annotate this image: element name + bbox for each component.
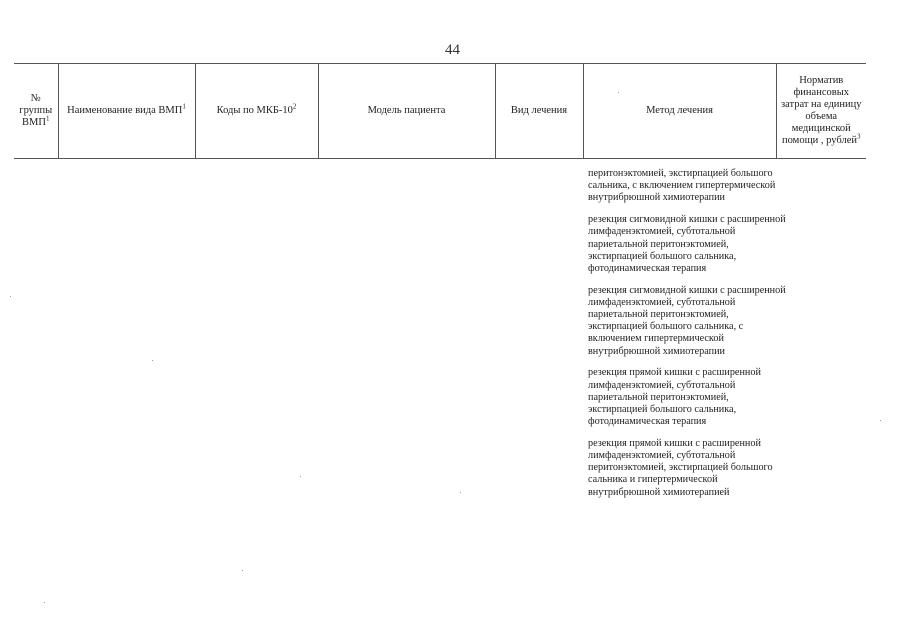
- column-header-icd-codes: [195, 64, 318, 159]
- method-item: резекция прямой кишки с расширенной лимфаденэктомией, субтотальной перитонэктомией, экстирпацией большого сальника и гипертермической внутрибрюшной химиотерапией: [588, 437, 773, 498]
- method-item: резекция сигмовидной кишки с расширенной лимфаденэктомией, субтотальной париетальной перитонэктомией, экстирпацией большого сальника, фотодинамическая терапия: [588, 214, 786, 274]
- column-header-vmp-name: [58, 64, 195, 159]
- scan-speck: [10, 296, 11, 297]
- column-header-vmp-name-label: Наименование вида ВМП: [67, 105, 183, 116]
- footnote-mark: 1: [182, 102, 186, 111]
- column-header-group-label: № группы ВМП: [19, 93, 53, 128]
- column-header-cost-norm: [776, 64, 866, 159]
- method-item: резекция прямой кишки с расширенной лимфаденэктомией, субтотальной париетальной перитонэктомией, экстирпацией большого сальника, фотодинамическая терапия: [588, 367, 761, 428]
- scan-speck: [618, 92, 619, 93]
- scan-speck: [460, 492, 461, 493]
- treatment-methods-list: [588, 168, 788, 508]
- column-header-treatment-method: [583, 64, 776, 159]
- page-number: 44: [445, 42, 460, 58]
- scan-speck: [242, 570, 243, 571]
- column-header-treatment-method-label: Метод лечения: [646, 105, 713, 116]
- column-header-icd-codes-label: Коды по МКБ-10: [216, 105, 293, 116]
- method-item: резекция сигмовидной кишки с расширенной лимфаденэктомией, субтотальной париетальной перитонэктомией, экстирпацией большого сальника, с включением гипертермической внутрибрюшной химиотерапии: [588, 284, 786, 357]
- column-header-treatment-type-label: Вид лечения: [510, 105, 568, 116]
- scan-speck: [880, 420, 881, 421]
- scan-speck: [44, 602, 45, 603]
- column-header-treatment-type: [495, 64, 583, 159]
- footnote-mark: 3: [856, 132, 861, 141]
- method-item: перитонэктомией, экстирпацией большого сальника, с включением гипертермической внутрибрюшной химиотерапии: [588, 168, 776, 204]
- column-header-cost-norm-label: Норматив финансовых затрат на единицу объема медицинской помощи , рублей: [780, 75, 862, 146]
- column-header-patient-model: [318, 64, 495, 159]
- column-header-patient-model-label: Модель пациента: [367, 105, 446, 116]
- footnote-mark: 1: [45, 114, 50, 123]
- scan-speck: [300, 476, 301, 477]
- footnote-mark: 2: [292, 102, 297, 111]
- table-header: [14, 63, 866, 159]
- scan-speck: [152, 360, 153, 361]
- column-header-group: [14, 64, 58, 159]
